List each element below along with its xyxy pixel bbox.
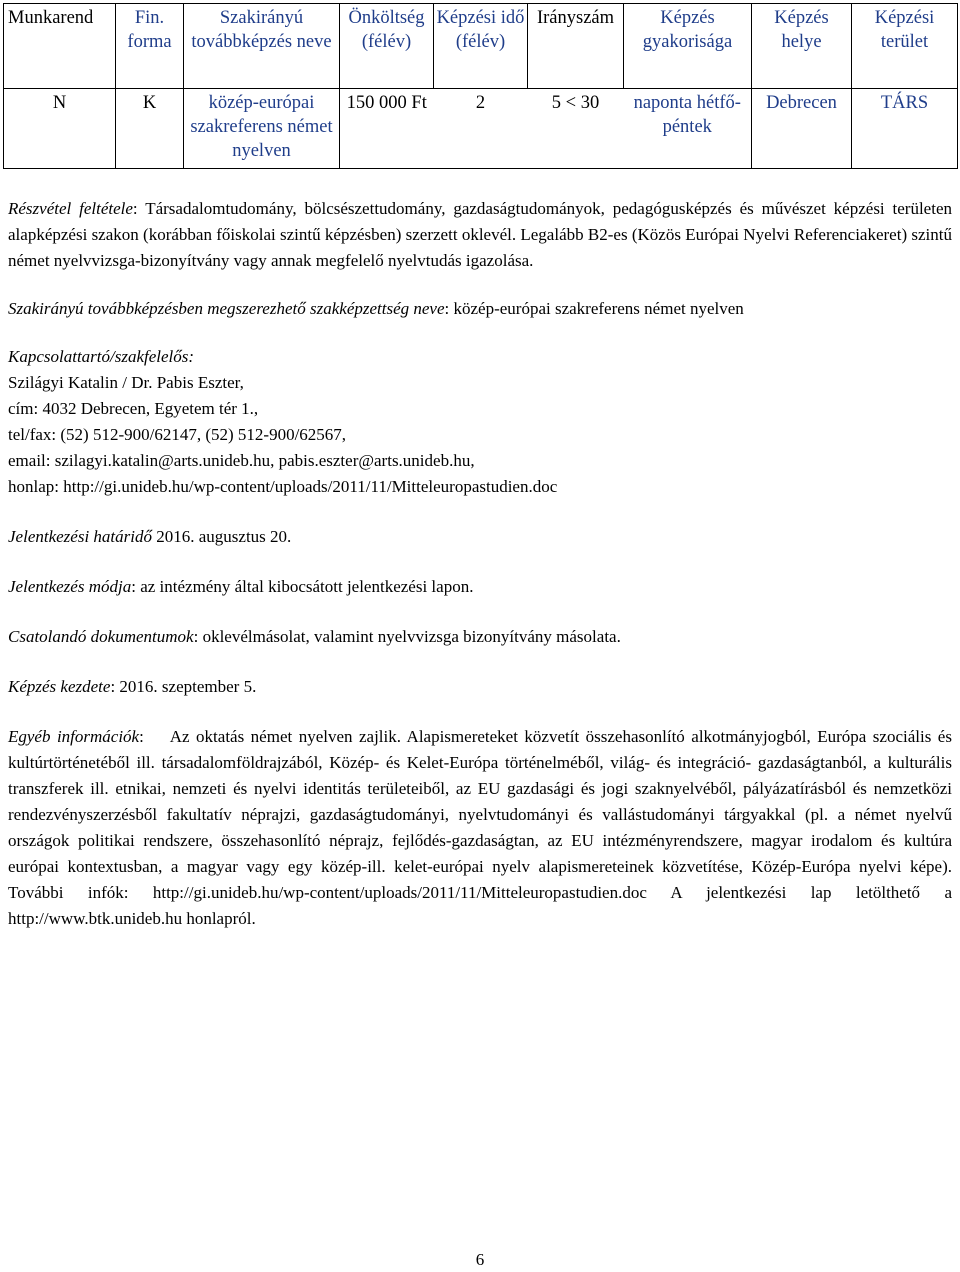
documents-label: Csatolandó dokumentumok bbox=[8, 627, 194, 646]
qualification-text: közép-európai szakreferens német nyelven bbox=[453, 299, 744, 318]
start-paragraph: Képzés kezdete: 2016. szeptember 5. bbox=[8, 677, 257, 696]
contact-website: honlap: http://gi.unideb.hu/wp-content/uploads/2011/11/Mitteleuropastudien.doc bbox=[8, 477, 558, 496]
header-cost: Önköltség (félév) bbox=[340, 4, 434, 89]
deadline-paragraph bbox=[8, 524, 952, 550]
cell-location: Debrecen bbox=[752, 89, 852, 169]
qualification-paragraph: Szakirányú továbbképzésben megszerezhető szakképzettség neve: közép-európai szakreferens német nyelven bbox=[8, 299, 744, 318]
deadline-text: 2016. augusztus 20. bbox=[156, 527, 292, 546]
header-field: Képzési terület bbox=[852, 4, 958, 89]
documents-paragraph: Csatolandó dokumentumok: oklevélmásolat, valamint nyelvvizsga bizonyítvány másolata. bbox=[8, 627, 621, 646]
method-label: Jelentkezés módja bbox=[8, 577, 132, 596]
header-fin-forma: Fin. forma bbox=[116, 4, 184, 89]
other-info-text: Az oktatás német nyelven zajlik. Alapismereteket közvetít összehasonlító alkotmányjogból, Európa szociális és kultúrtörténetéből ill. társadalomföldrajzából, Közép- és Kelet-Európa történelméből, világ- és integráció- gazdaságtanból, a kulturális transzferek ill. etnikai, nemzeti és nyelvi identitás területeiből, az EU gazdasági és jogi szaknyelvéből, pályázatírásból és nemzetközi rendezvényszerzésből fakultatív néprajzi, gazdaságtudományi, nyelvtudományi és vallástudományi tárgyakkal (pl. a német nyelvű országok politikai rendszere, összehasonlító néprajz, fejlődés-gazdaságtan, az EU intézményrendszere, magyar irodalom és kultúra európai kontextusban, a magyar vagy egy közép-ill. kelet-európai nyelv alapismereteinek közvetítése, Közép-Európa nyelvi képe). További infók: http://gi.unideb.hu/wp-content/uploads/2011/11/Mitteleuropastudien.doc A jelentkezési lap letölthető a http://www.btk.unideb.hu honlapról. bbox=[8, 727, 952, 928]
contact-phone: tel/fax: (52) 512-900/62147, (52) 512-900/62567, bbox=[8, 425, 347, 444]
page-number: 6 bbox=[475, 1250, 485, 1269]
table-header-row bbox=[4, 4, 958, 89]
qualification-label: Szakirányú továbbképzésben megszerezhető szakképzettség neve bbox=[8, 299, 445, 318]
other-info-label: Egyéb információk bbox=[8, 727, 140, 746]
contact-address: cím: 4032 Debrecen, Egyetem tér 1., bbox=[8, 399, 259, 418]
cell-cost: 150 000 Ft bbox=[340, 89, 434, 169]
header-location: Képzés helye bbox=[752, 4, 852, 89]
deadline-label: Jelentkezési határidő bbox=[8, 527, 152, 546]
method-text: az intézmény által kibocsátott jelentkezési lapon. bbox=[140, 577, 474, 596]
cell-duration: 2 bbox=[434, 89, 528, 169]
header-program-name: Szakirányú továbbképzés neve bbox=[184, 4, 340, 89]
requirements-label: Részvétel feltétele bbox=[8, 199, 133, 218]
header-duration: Képzési idő (félév) bbox=[434, 4, 528, 89]
contact-email: email: szilagyi.katalin@arts.unideb.hu, pabis.eszter@arts.unideb.hu, bbox=[8, 451, 475, 470]
requirements-paragraph: Részvétel feltétele: Társadalomtudomány, bölcsészettudomány, gazdaságtudományok, pedagógusképzés és művészet képzési területen alapképzési szakon (korábban főiskolai szintű képzésben) szerzett oklevél. Legalább B2-es (Közös Európai Nyelvi Referenciakeret) szintű német nyelvvizsga-bizonyítvány vagy annak megfelelő nyelvtudás igazolása. bbox=[8, 199, 952, 270]
table-row bbox=[4, 89, 958, 169]
start-label: Képzés kezdete bbox=[8, 677, 111, 696]
contact-label: Kapcsolattartó/szakfelelős bbox=[8, 347, 189, 366]
header-frequency: Képzés gyakorisága bbox=[624, 4, 752, 89]
start-text: 2016. szeptember 5. bbox=[119, 677, 257, 696]
cell-munkarend: N bbox=[4, 89, 116, 169]
requirements-text: Társadalomtudomány, bölcsészettudomány, gazdaságtudományok, pedagógusképzés és művészet képzési területen alapképzési szakon (korábban főiskolai szintű képzésben) szerzett oklevél. Legalább B2-es (Közös Európai Nyelvi Referenciakeret) szintű német nyelvvizsga-bizonyítvány vagy annak megfelelő nyelvtudás igazolása. bbox=[8, 199, 952, 270]
contact-name: Szilágyi Katalin / Dr. Pabis Eszter, bbox=[8, 373, 244, 392]
header-munkarend: Munkarend bbox=[4, 4, 116, 89]
other-info-paragraph: Egyéb információk: Az oktatás német nyelven zajlik. Alapismereteket közvetít összehasonlító alkotmányjogból, Európa szociális és kultúrtörténetéből ill. társadalomföldrajzából, Közép- és Kelet-Európa történelméből, világ- és integráció- gazdaságtanból, a kulturális transzferek ill. etnikai, nemzeti és nyelvi identitás területeiből, az EU gazdasági és jogi szaknyelvéből, pályázatírásból és nemzetközi rendezvényszerzésből fakultatív néprajzi, gazdaságtudományi, nyelvtudományi és vallástudományi tárgyakkal (pl. a német nyelvű országok politikai rendszere, összehasonlító néprajz, fejlődés-gazdaságtan, az EU intézményrendszere, magyar irodalom és kultúra európai kontextusban, a magyar vagy egy közép-ill. kelet-európai nyelv alapismereteinek közvetítése, Közép-Európa nyelvi képe). További infók: http://gi.unideb.hu/wp-content/uploads/2011/11/Mitteleuropastudien.doc A jelentkezési lap letölthető a http://www.btk.unideb.hu honlapról. bbox=[8, 727, 952, 928]
header-target-number: Irányszám bbox=[528, 4, 624, 89]
cell-field: TÁRS bbox=[852, 89, 958, 169]
contact-label-line: Kapcsolattartó/szakfelelős: bbox=[8, 347, 195, 366]
document-body bbox=[8, 196, 952, 932]
documents-text: oklevélmásolat, valamint nyelvvizsga bizonyítvány másolata. bbox=[202, 627, 621, 646]
contact-block bbox=[8, 344, 952, 500]
method-paragraph: Jelentkezés módja: az intézmény által kibocsátott jelentkezési lapon. bbox=[8, 577, 474, 596]
cell-frequency: naponta hétfő-péntek bbox=[624, 89, 752, 169]
cell-program-name: közép-európai szakreferens német nyelven bbox=[184, 89, 340, 169]
program-table bbox=[3, 3, 958, 169]
cell-target-number: 5 < 30 bbox=[528, 89, 624, 169]
cell-fin-forma: K bbox=[116, 89, 184, 169]
